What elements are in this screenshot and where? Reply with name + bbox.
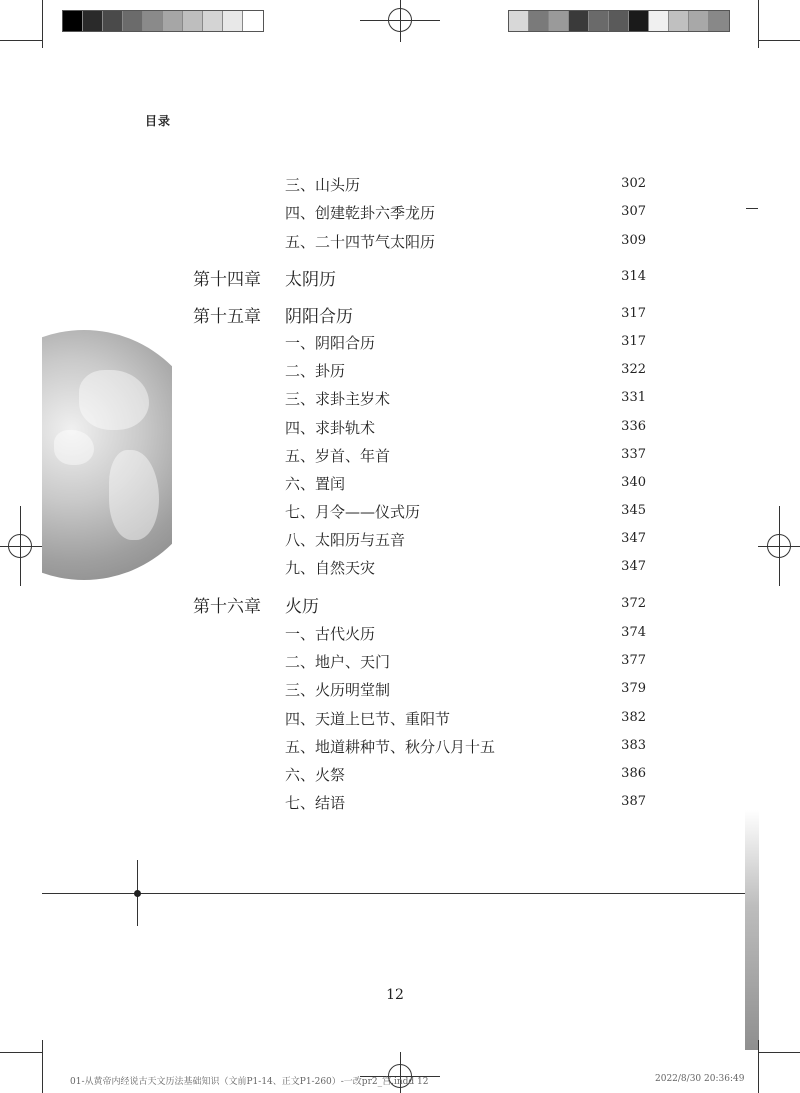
toc-page-number: 322 <box>621 362 646 377</box>
section-title: 七、月令——仪式历 <box>285 503 421 521</box>
toc-page-number: 372 <box>621 596 646 611</box>
color-swatch <box>709 11 729 31</box>
color-swatch <box>549 11 569 31</box>
color-swatch <box>669 11 689 31</box>
color-bar-right <box>508 10 730 32</box>
crop-mark <box>0 1052 42 1053</box>
toc-page-number: 379 <box>621 681 646 696</box>
color-swatch <box>63 11 83 31</box>
section-title: 一、古代火历 <box>285 625 376 643</box>
footer-timestamp: 2022/8/30 20:36:49 <box>655 1074 745 1084</box>
toc-item <box>0 360 800 384</box>
toc-item <box>0 174 800 198</box>
footer-file-name: 01-从黄帝内经说古天文历法基础知识（文前P1-14、正文P1-260）-一改pr2_宫.indd 12 <box>70 1077 429 1087</box>
crop-mark <box>42 1040 43 1093</box>
toc-item <box>0 445 800 469</box>
toc-page-number: 331 <box>621 390 646 405</box>
toc-page-number: 387 <box>621 794 646 809</box>
chapter-title: 阴阳合历 <box>285 307 353 327</box>
toc-item <box>0 501 800 525</box>
color-swatch <box>143 11 163 31</box>
footer-rule <box>42 893 746 894</box>
toc-chapter <box>0 265 800 289</box>
toc-item <box>0 557 800 581</box>
toc-page-number: 307 <box>621 204 646 219</box>
color-swatch <box>509 11 529 31</box>
section-title: 四、天道上巳节、重阳节 <box>285 710 451 728</box>
toc-page-number: 347 <box>621 559 646 574</box>
section-title: 五、二十四节气太阳历 <box>285 233 436 251</box>
toc-chapter <box>0 592 800 616</box>
crop-mark <box>758 40 800 41</box>
color-swatch <box>163 11 183 31</box>
toc-item <box>0 332 800 356</box>
section-title: 六、火祭 <box>285 766 346 784</box>
chapter-number: 第十四章 <box>193 270 261 290</box>
toc-item <box>0 651 800 675</box>
toc-item <box>0 764 800 788</box>
color-swatch <box>123 11 143 31</box>
toc-page-number: 340 <box>621 475 646 490</box>
section-title: 一、阴阳合历 <box>285 334 376 352</box>
crop-mark <box>0 40 42 41</box>
registration-mark-line <box>400 0 401 42</box>
section-title: 九、自然天灾 <box>285 559 376 577</box>
chapter-number: 第十六章 <box>193 597 261 617</box>
toc-page-number: 383 <box>621 738 646 753</box>
section-title: 三、求卦主岁术 <box>285 390 391 408</box>
crop-mark <box>758 0 759 48</box>
color-swatch <box>529 11 549 31</box>
toc-page-number: 347 <box>621 531 646 546</box>
toc-page-number: 382 <box>621 710 646 725</box>
toc-item <box>0 473 800 497</box>
toc-item <box>0 708 800 732</box>
toc-page-number: 302 <box>621 176 646 191</box>
color-swatch <box>629 11 649 31</box>
page-number: 12 <box>386 987 404 1003</box>
color-swatch <box>83 11 103 31</box>
color-swatch <box>183 11 203 31</box>
toc-item <box>0 417 800 441</box>
color-swatch <box>203 11 223 31</box>
toc-page-number: 337 <box>621 447 646 462</box>
section-title: 四、求卦轨术 <box>285 419 376 437</box>
chapter-title: 火历 <box>285 597 319 617</box>
section-title: 三、火历明堂制 <box>285 681 391 699</box>
chapter-title: 太阴历 <box>285 270 336 290</box>
toc-page-number: 336 <box>621 419 646 434</box>
crop-mark <box>42 0 43 48</box>
section-title: 二、地户、天门 <box>285 653 391 671</box>
toc-item <box>0 388 800 412</box>
section-title: 五、岁首、年首 <box>285 447 391 465</box>
color-swatch <box>243 11 263 31</box>
toc-chapter <box>0 302 800 326</box>
section-title: 七、结语 <box>285 794 346 812</box>
color-swatch <box>689 11 709 31</box>
toc-page-number: 374 <box>621 625 646 640</box>
section-title: 八、太阳历与五音 <box>285 531 406 549</box>
toc-item <box>0 529 800 553</box>
section-title: 二、卦历 <box>285 362 346 380</box>
registration-mark-line <box>360 20 440 21</box>
color-bar-left <box>62 10 264 32</box>
color-swatch <box>609 11 629 31</box>
section-title: 五、地道耕种节、秋分八月十五 <box>285 738 496 756</box>
crop-mark <box>758 1052 800 1053</box>
toc-item <box>0 231 800 255</box>
crop-mark <box>758 1040 759 1093</box>
toc-item <box>0 736 800 760</box>
color-swatch <box>223 11 243 31</box>
color-swatch <box>569 11 589 31</box>
color-swatch <box>103 11 123 31</box>
color-swatch <box>649 11 669 31</box>
toc-item <box>0 202 800 226</box>
chapter-number: 第十五章 <box>193 307 261 327</box>
toc-page-number: 345 <box>621 503 646 518</box>
toc-page-number: 386 <box>621 766 646 781</box>
section-title: 四、创建乾卦六季龙历 <box>285 204 436 222</box>
color-swatch <box>589 11 609 31</box>
toc-page-number: 377 <box>621 653 646 668</box>
toc-page-number: 317 <box>621 306 646 321</box>
toc-page-number: 314 <box>621 269 646 284</box>
section-title: 六、置闰 <box>285 475 346 493</box>
rule-dot <box>134 890 141 897</box>
toc-item <box>0 792 800 816</box>
section-title: 三、山头历 <box>285 176 361 194</box>
toc-page-number: 309 <box>621 233 646 248</box>
gradient-strip <box>745 810 759 1050</box>
toc-page-number: 317 <box>621 334 646 349</box>
toc-item <box>0 623 800 647</box>
toc-item <box>0 679 800 703</box>
section-title: 目录 <box>145 114 172 128</box>
